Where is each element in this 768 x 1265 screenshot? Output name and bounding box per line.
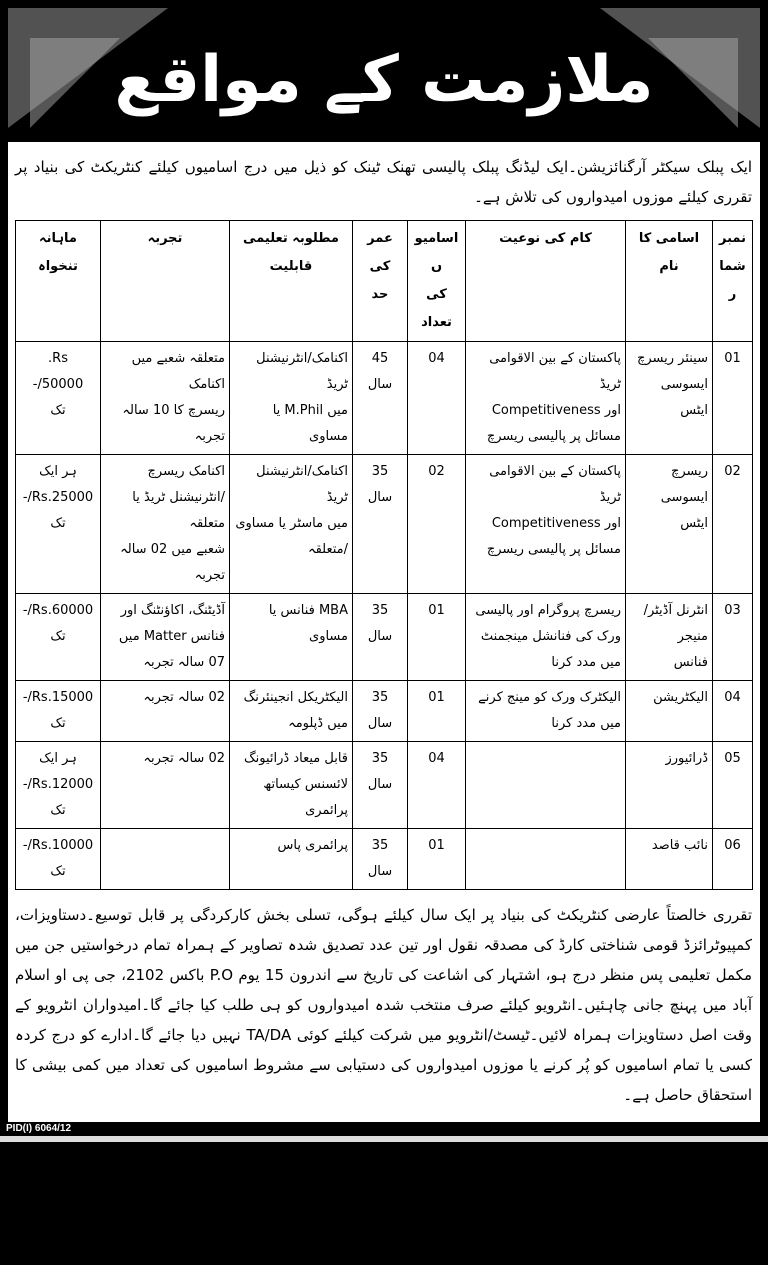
header-label: نمبر: [719, 231, 746, 246]
cell-work: [466, 742, 626, 829]
cell-line: اور Competitiveness: [491, 403, 621, 418]
table-row: [16, 594, 753, 681]
header-label: کی تعداد: [421, 287, 452, 330]
cell-salary: [16, 742, 101, 829]
header-serial-number: [713, 221, 753, 342]
cell-line: 06: [724, 838, 741, 853]
cell-work: [466, 455, 626, 594]
cell-line: سال: [367, 629, 393, 644]
cell-line: سال: [367, 777, 393, 792]
cell-qual: [230, 681, 353, 742]
cell-qual: [230, 455, 353, 594]
cell-line: انٹرنل آڈیٹر/منیجر: [643, 603, 708, 644]
cell-line: ریسرچ پروگرام اور پالیسی: [475, 603, 621, 618]
cell-exp: [101, 829, 230, 890]
cell-num: [713, 829, 753, 890]
cell-work: [466, 681, 626, 742]
cell-salary: [16, 681, 101, 742]
cell-line: 02: [428, 464, 445, 479]
cell-age: [353, 455, 408, 594]
cell-line: ہر ایک: [39, 751, 77, 766]
page-title: ملازمت کے مواقع: [114, 43, 654, 117]
cell-line: تک: [50, 403, 66, 418]
terms-line: کرنے یا موزوں امیدواروں کی دستیابی سے مشروط اسامیوں کی تعداد میں کمی بیشی کا استحقاق حاصل ہے۔: [15, 1056, 752, 1104]
cell-line: تک: [50, 716, 66, 731]
cell-line: 07 سالہ تجربہ: [143, 655, 225, 670]
cell-line: سینئر ریسرچ: [636, 351, 708, 366]
cell-line: ایٹس: [680, 516, 708, 531]
cell-line: 04: [724, 690, 741, 705]
cell-line: ریسرچ ایسوسی: [660, 464, 708, 505]
cell-line: لائسنس کیساتھ پرائمری: [263, 777, 348, 818]
cell-line: 02 سالہ تجربہ: [143, 751, 225, 766]
cell-work: [466, 342, 626, 455]
cell-count: [408, 594, 466, 681]
cell-line: فنانس Matter میں: [118, 629, 225, 644]
terms-line: نقول اور تین عدد تصدیق شدہ تصاویر کے ہمراہ تمام درخواستیں جن میں مکمل تعلیمی پس منظر درج ہو، اشتہار کی اشاعت کی تاریخ سے اندرون 15 یوم: [15, 936, 753, 984]
cell-line: سال: [367, 864, 393, 879]
cell-line: اکنامک/انٹرنیشنل ٹریڈ: [256, 351, 348, 392]
header-job-nature: [466, 221, 626, 342]
cell-line: 01: [428, 838, 445, 853]
cell-name: [626, 829, 713, 890]
cell-line: /متعلقہ: [307, 542, 348, 557]
cell-line: 04: [428, 351, 445, 366]
header-banner: [0, 0, 768, 142]
cell-line: 02 سالہ تجربہ: [143, 690, 225, 705]
header-label: مطلوبہ تعلیمی قابلیت: [243, 231, 339, 274]
cell-line: متعلقہ شعبے میں اکنامک: [131, 351, 225, 392]
cell-line: تک: [50, 629, 66, 644]
header-age-limit: [353, 221, 408, 342]
terms-paragraph: [15, 900, 752, 1110]
cell-age: [353, 742, 408, 829]
cell-line: آڈیٹنگ، اکاؤنٹنگ اور: [120, 603, 225, 618]
cell-line: 02: [724, 464, 741, 479]
cell-line: اکنامک ریسرچ: [147, 464, 225, 479]
cell-work: [466, 594, 626, 681]
table-row: [16, 742, 753, 829]
intro-line: ایک پبلک سیکٹر آرگنائزیشن۔ایک لیڈنگ پبلک پالیسی تھنک ٹینک کو ذیل میں درج اسامیوں کیلئے کنٹریکٹ کی بنیاد پر تقرری کیلئے موزوں: [15, 158, 752, 206]
cell-line: مسائل پر پالیسی ریسرچ: [486, 542, 621, 557]
header-post-name: [626, 221, 713, 342]
cell-num: [713, 455, 753, 594]
cell-line: تک: [50, 864, 66, 879]
cell-salary: [16, 594, 101, 681]
cell-line: سال: [367, 716, 393, 731]
header-label: کام کی نوعیت: [499, 231, 592, 246]
cell-line: Rs.12000/-: [22, 777, 94, 792]
cell-line: 45: [371, 351, 389, 366]
cell-line: میں M.Phil یا مساوی: [272, 403, 348, 444]
cell-line: Rs.10000/-: [22, 838, 94, 853]
cell-line: ہر ایک: [39, 464, 77, 479]
cell-age: [353, 681, 408, 742]
cell-line: Rs.60000/-: [22, 603, 94, 618]
cell-line: تک: [50, 516, 66, 531]
cell-line: تک: [50, 803, 66, 818]
cell-qual: [230, 342, 353, 455]
header-label: ماہانہ تنخواہ: [38, 231, 78, 274]
cell-line: الیکٹرک ورک کو مینج کرنے: [478, 690, 621, 705]
table-row: [16, 455, 753, 594]
header-label: اسامیوں: [414, 231, 459, 274]
header-label: تجربہ: [147, 231, 183, 246]
cell-line: 35: [371, 751, 389, 766]
cell-line: سال: [367, 490, 393, 505]
cell-line: 04: [428, 751, 445, 766]
cell-age: [353, 829, 408, 890]
cell-line: 35: [371, 603, 389, 618]
cell-line: فنانس: [673, 655, 708, 670]
cell-num: [713, 342, 753, 455]
cell-num: [713, 681, 753, 742]
cell-line: 01: [428, 690, 445, 705]
cell-line: ورک کی فنانشل مینجمنٹ: [480, 629, 621, 644]
cell-line: 35: [371, 690, 389, 705]
cell-qual: [230, 829, 353, 890]
cell-line: Rs.25000/-: [22, 490, 94, 505]
cell-line: اکنامک/انٹرنیشنل ٹریڈ: [256, 464, 348, 505]
cell-salary: [16, 342, 101, 455]
cell-age: [353, 342, 408, 455]
cell-line: میں ماسٹر یا مساوی: [235, 516, 348, 531]
intro-line: امیدواروں کی تلاش ہے۔: [474, 188, 628, 206]
cell-work: [466, 829, 626, 890]
header-monthly-salary: [16, 221, 101, 342]
cell-line: MBA فنانس یا مساوی: [268, 603, 348, 644]
cell-name: [626, 455, 713, 594]
header-label: حد: [371, 287, 389, 302]
cell-line: سال: [367, 377, 393, 392]
header-label: شمار: [719, 259, 746, 302]
terms-line: تقرری خالصتاً عارضی کنٹریکٹ کی بنیاد پر ایک سال کیلئے ہوگی، تسلی بخش کارکردگی پر قابل توسیع۔دستاویزات، کمپیوٹرائزڈ قومی شناختی کارڈ کی مصدقہ: [15, 906, 752, 954]
cell-count: [408, 829, 466, 890]
cell-line: /انٹرنیشنل ٹریڈ یا متعلقہ: [132, 490, 225, 531]
cell-exp: [101, 342, 230, 455]
cell-line: قابل میعاد ڈرائیونگ: [244, 751, 348, 766]
cell-line: 03: [724, 603, 741, 618]
cell-line: پرائمری پاس: [277, 838, 348, 853]
cell-line: ایسوسی ایٹس: [660, 377, 708, 418]
cell-line: شعبے میں 02 سالہ تجربہ: [120, 542, 225, 583]
cell-salary: [16, 455, 101, 594]
intro-text: [15, 152, 752, 212]
cell-line: 01: [724, 351, 741, 366]
cell-line: ڈرائیورز: [665, 751, 708, 766]
cell-exp: [101, 681, 230, 742]
terms-line: وقت اصل دستاویزات ہمراہ لائیں۔ٹیسٹ/انٹرویو میں شرکت کیلئے کوئی TA/DA نہیں دیا جائے گا۔ادارے کو درج کردہ کسی یا تمام اسامیوں کو پُر: [15, 1026, 752, 1074]
cell-line: میں ڈپلومہ: [288, 716, 348, 731]
header-post-count: [408, 221, 466, 342]
cell-salary: [16, 829, 101, 890]
table-row: [16, 681, 753, 742]
cell-name: [626, 594, 713, 681]
cell-qual: [230, 594, 353, 681]
header-label: عمر کی: [367, 231, 393, 274]
cell-name: [626, 342, 713, 455]
cell-line: 05: [724, 751, 741, 766]
cell-name: [626, 742, 713, 829]
cell-line: اور Competitiveness: [491, 516, 621, 531]
table-row: [16, 829, 753, 890]
header-label: اسامی کا نام: [638, 231, 700, 274]
cell-line: 01: [428, 603, 445, 618]
cell-line: الیکٹریشن: [653, 690, 708, 705]
cell-line: مسائل پر پالیسی ریسرچ: [486, 429, 621, 444]
cell-line: میں مدد کرنا: [551, 655, 621, 670]
ad-body: [8, 142, 760, 1122]
cell-line: الیکٹریکل انجینئرنگ: [243, 690, 348, 705]
terms-line: P.O باکس 2102، جی پی او اسلام آباد میں پہنچ جانی چاہئیں۔انٹرویو کیلئے صرف منتخب شدہ امیدواروں کو ہی طلب کیا جائے گا۔امیدواران انٹرویو کے: [15, 966, 752, 1014]
cell-count: [408, 342, 466, 455]
cell-num: [713, 594, 753, 681]
cell-num: [713, 742, 753, 829]
cell-name: [626, 681, 713, 742]
cell-line: پاکستان کے بین الاقوامی ٹریڈ: [489, 351, 621, 392]
cell-count: [408, 742, 466, 829]
cell-exp: [101, 455, 230, 594]
cell-qual: [230, 742, 353, 829]
jobs-table: [15, 220, 753, 890]
cell-line: 35: [371, 838, 389, 853]
cell-line: Rs.15000/-: [22, 690, 94, 705]
cell-count: [408, 681, 466, 742]
pid-reference: PID(I) 6064/12: [0, 1122, 768, 1136]
cell-age: [353, 594, 408, 681]
cell-exp: [101, 594, 230, 681]
cell-line: 35: [371, 464, 389, 479]
cell-count: [408, 455, 466, 594]
cell-exp: [101, 742, 230, 829]
header-qualification: [230, 221, 353, 342]
cell-line: نائب قاصد: [651, 838, 708, 853]
cell-line: 50000/-: [32, 377, 84, 392]
cell-line: میں مدد کرنا: [551, 716, 621, 731]
table-header-row: [16, 221, 753, 342]
table-row: [16, 342, 753, 455]
cell-line: ریسرچ کا 10 سالہ تجربہ: [122, 403, 225, 444]
header-experience: [101, 221, 230, 342]
cell-line: Rs.: [48, 351, 68, 366]
bottom-strip: [0, 1136, 768, 1142]
cell-line: پاکستان کے بین الاقوامی ٹریڈ: [489, 464, 621, 505]
